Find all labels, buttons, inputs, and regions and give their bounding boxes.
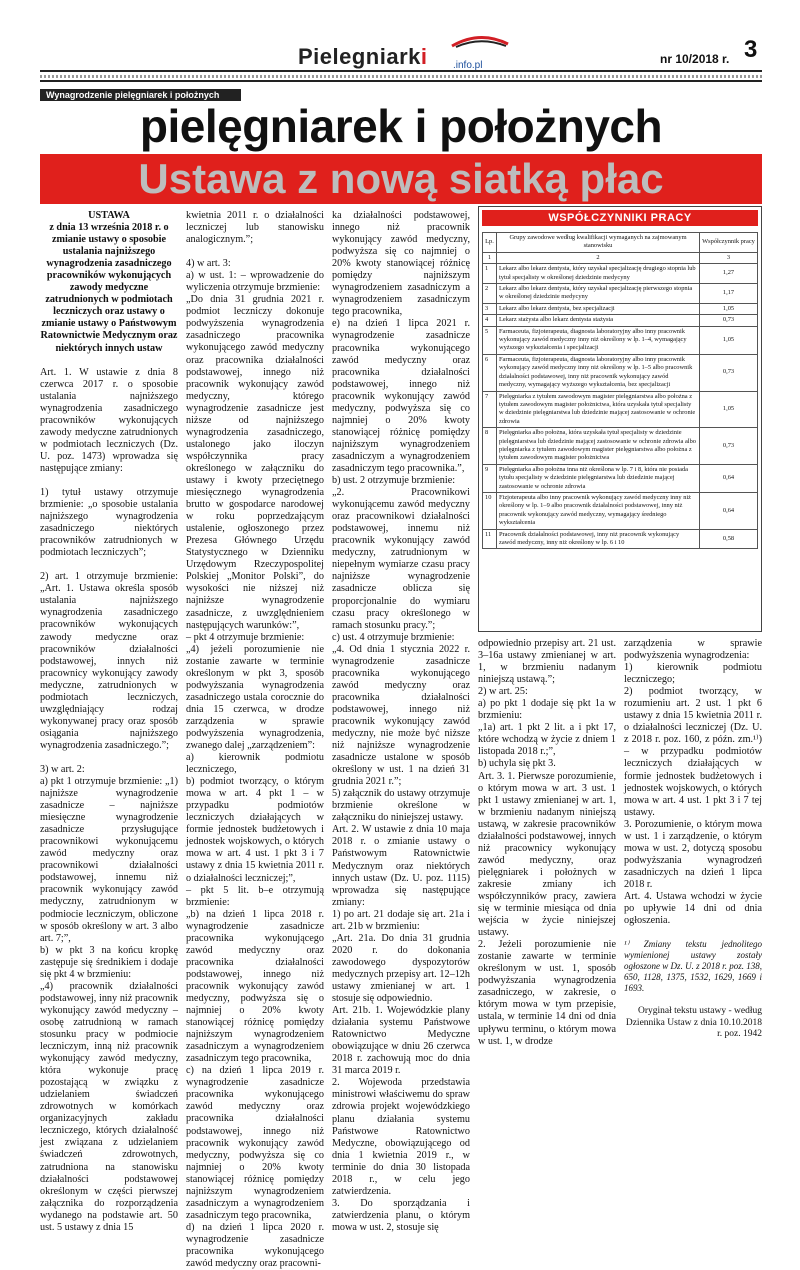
footnote: ¹⁾ Zmiany tekstu jednolitego wymienionej ustawy zostały ogłoszone w Dz. U. z 2018 r. poz. 138, 650, 1128, 1375, 1532, 1629, 1669 i 1693.: [624, 939, 762, 994]
paragraph: b) podmiot tworzący, o którym mowa w art. 4 pkt 1 – w przypadku podmiotów leczniczych działających w formie jednostek budżetowych i jednostek wojskowych, o których mowa w art. 4 ust. 1 pkt 3 i 7 ustawy z dnia 15 kwietnia 2011 r. o działalności leczniczej;”,: [186, 776, 324, 884]
table-cell-group: Lekarz albo lekarz dentysta, który uzyskał specjalizację drugiego stopnia lub tytuł specjalisty w określonej dziedzinie medycyny: [497, 264, 700, 284]
paragraph: „4) pracownik działalności podstawowej, inny niż pracownik wykonujący zawód medyczny – osobę zatrudnioną w ramach stosunku pracy w podmiocie leczniczym, inną niż pracownik wykonujący zawód medyczny, która wykonuje pracę pozostającą w związku z udzielaniem świadczeń zdrowotnych w komórkach organizacyjnych zakładu leczniczego, których działalność jest związana z udzielaniem świadczeń zdrowotnych, zatrudniona na stanowisku działalności podstawowej określonym w części pierwszej załącznika do rozporządzenia wydanego na podstawie art. 50 ust. 5 ustawy z dnia 15: [40, 980, 178, 1233]
table-cell-group: Lekarz albo lekarz dentysta, który uzyskał specjalizację pierwszego stopnia w określonej dziedzinie medycyny: [497, 284, 700, 304]
masthead-divider: [40, 70, 762, 82]
article-column-5: [624, 638, 762, 1040]
paragraph: „b) na dzień 1 lipca 2018 r. wynagrodzenie zasadnicze pracownika wykonującego zawód medyczny oraz pracownika działalności podstawowej, innego niż pracownik wykonujący zawód medyczny, podwyższa się o najmniej o 20% kwoty stanowiącej różnicę pomiędzy najniższym wynagrodzeniem zasadniczym a wynagrodzeniem zasadniczym tego pracownika,: [186, 908, 324, 1065]
paragraph: 3) w art. 2:: [40, 763, 85, 775]
table-cell-lp: 8: [483, 428, 497, 465]
table-row: [483, 428, 758, 465]
table-colnum: 3: [700, 252, 758, 263]
table-colnum: 1: [483, 252, 497, 263]
headline: pielęgniarek i położnych: [139, 100, 663, 152]
logo-domain: .info.pl: [453, 60, 483, 71]
table-cell-coefficient: 1,27: [700, 264, 758, 284]
table-row: [483, 391, 758, 428]
paragraph: b) w pkt 3 na końcu kropkę zastępuje się średnikiem i dodaje się pkt 4 w brzmieniu:: [40, 944, 178, 980]
table-cell-group: Fizjoterapeuta albo inny pracownik wykonujący zawód medyczny inny niż określony w lp. 1–9 albo pracownik działalności podstawowej, inny niż pracownik wykonujący zawód medyczny, wymagający średniego wykształcenia: [497, 492, 700, 529]
logo-accent-letter: i: [420, 44, 428, 69]
paragraph: a) po pkt 1 dodaje się pkt 1a w brzmieniu:: [478, 698, 616, 722]
paragraph: zarządzenia w sprawie podwyższenia wynagrodzenia:: [624, 638, 762, 662]
table-row: [483, 529, 758, 549]
table-cell-group: Lekarz stażysta albo lekarz dentysta stażysta: [497, 315, 700, 326]
masthead: [0, 0, 800, 86]
article-column-1: [40, 210, 178, 1233]
table-cell-coefficient: 0,73: [700, 315, 758, 326]
table-cell-coefficient: 0,64: [700, 464, 758, 492]
section-label: Wynagrodzenie pielęgniarek i położnych: [40, 89, 241, 101]
table-title: WSPÓŁCZYNNIKI PRACY: [482, 210, 758, 226]
paragraph: 3. Porozumienie, o którym mowa w ust. 1 i zarządzenie, o którym mowa w ust. 2, dotyczą sposobu podwyższania wynagrodzeń zasadniczych na dzień 1 lipca 2018 r.: [624, 818, 762, 890]
table-cell-group: Farmaceuta, fizjoterapeuta, diagnosta laboratoryjny albo inny pracownik wykonujący zawód medyczny inny niż określony w lp. 1–5 albo pracownik działalności podstawowej, inny niż pracownik wykonujący zawód medyczny, wymagający wyższego wykształcenia, bez specjalizacji: [497, 354, 700, 391]
paragraph: 3. Do sporządzania i zatwierdzenia planu, o którym mowa w ust. 2, stosuje się: [332, 1197, 470, 1233]
paragraph: 2) w art. 25:: [478, 686, 528, 698]
paragraph: 1) tytuł ustawy otrzymuje brzmienie: „o sposobie ustalania najniższego wynagrodzenia zasadniczego niektórych pracowników zatrudnionych w podmiotach leczniczych”;: [40, 486, 178, 559]
table-row: [483, 464, 758, 492]
table-cell-coefficient: 1,05: [700, 326, 758, 354]
table-row: [483, 326, 758, 354]
article-column-3: [332, 210, 470, 1233]
paragraph: – pkt 5 lit. b–e otrzymują brzmienie:: [186, 884, 324, 908]
table-row: [483, 284, 758, 304]
paragraph: 2. Wojewoda przedstawia ministrowi właściwemu do spraw zdrowia projekt wojewódzkiego planu działania systemu Państwowe Ratownictwo Medyczne, obowiązującego od dnia 1 kwietnia 2019 r., w terminie do dnia 30 listopada 2018 r., w celu jego zatwierdzenia.: [332, 1077, 470, 1197]
table-cell-lp: 7: [483, 391, 497, 428]
paragraph: c) ust. 4 otrzymuje brzmienie:: [332, 631, 455, 643]
table-row: [483, 492, 758, 529]
paragraph: ka działalności podstawowej, innego niż pracownik wykonujący zawód medyczny, podwyższa się co najmniej o 20% kwoty stanowiącej różnicę pomiędzy najniższym wynagrodzeniem zasadniczym a wynagrodzeniem zasadniczym tego pracownika,: [332, 210, 470, 318]
act-subtitle: z dnia 13 września 2018 r. o zmianie ustawy o sposobie ustalania najniższego wynagrodzenia zasadniczego pracowników wykonujących zawody medyczne zatrudnionych w podmiotach leczniczych oraz ustawy o zmianie ustawy o Państwowym Ratownictwie Medycznym oraz niektórych innych ustaw: [40, 222, 178, 354]
table-cell-lp: 4: [483, 315, 497, 326]
table-row: [483, 303, 758, 314]
paragraph: 4) w art. 3:: [186, 258, 231, 270]
site-logo[interactable]: [298, 44, 428, 70]
page-number: 3: [744, 36, 758, 63]
paragraph: a) pkt 1 otrzymuje brzmienie: „1) najniższe wynagrodzenie zasadnicze – najniższe miesięczne wynagrodzenie zasadnicze przysługujące pracownikowi wykonującemu zawód medyczny oraz pracownikowi działalności podstawowej, innemu niż pracownik wykonujący zawód medyczny, zatrudnionym w podmiocie leczniczym, obliczone w sposób określony w art. 3 albo art. 7;”,: [40, 776, 178, 944]
paragraph: c) na dzień 1 lipca 2019 r. wynagrodzenie zasadnicze pracownika wykonującego zawód medyczny oraz pracownika działalności podstawowej, innego niż pracownik wykonujący zawód medyczny, podwyższa się co najmniej o 20% kwoty stanowiącej różnicę pomiędzy najniższym wynagrodzeniem zasadniczym a wynagrodzeniem zasadniczym tego pracownika,: [186, 1065, 324, 1221]
logo-text: Pielegniarki: [298, 44, 428, 69]
article-column-2: [186, 210, 324, 1270]
table-cell-group: Pielęgniarka albo położna inna niż określona w lp. 7 i 8, która nie posiada tytułu specjalisty w dziedzinie pielęgniarstwa lub dziedzinie mającej zastosowanie w ochronie zdrowia: [497, 464, 700, 492]
paragraph: „Art. 21a. Do dnia 31 grudnia 2020 r. do dokonania zawodowego dyspozytorów medycznych przepisy art. 12–12h ustawy zmienianej w art. 1 stosuje się odpowiednio.: [332, 932, 470, 1005]
article-column-4: [478, 638, 616, 1047]
paragraph: 2. Jeżeli porozumienie nie zostanie zawarte w terminie określonym w ust. 1, sposób podwyższania wynagrodzenia zasadniczego, w zakresie, o którym mowa w tym przepisie, ustala, w terminie 14 dni od dnia upływu terminu, o którym mowa w ust. 1, w drodze: [478, 939, 616, 1047]
paragraph: Art. 21b. 1. Wojewódzkie plany działania systemu Państwowe Ratownictwo Medyczne obowiązujące w dniu 26 czerwca 2018 r. zachowują moc do dnia 31 marca 2019 r.: [332, 1005, 470, 1077]
table-cell-lp: 3: [483, 303, 497, 314]
table-header-lp: Lp.: [483, 233, 497, 253]
paragraph: b) ust. 2 otrzymuje brzmienie:: [332, 475, 456, 487]
table-row: [483, 264, 758, 284]
paragraph: Art. 3. 1. Pierwsze porozumienie, o którym mowa w art. 3 ust. 1 pkt 1 ustawy zmienianej w art. 1, w brzmieniu nadanym niniejszą ustawą, w zakresie pracowników działalności podstawowej, innych niż pracownicy wykonujący zawód medyczny, oraz pielęgniarek i położnych w zakresie zmiany ich współczynników pracy, zawiera się w terminie miesiąca od dnia wejścia w życie niniejszej ustawy.: [478, 770, 616, 939]
paragraph: Art. 1. W ustawie z dnia 8 czerwca 2017 r. o sposobie ustalania najniższego wynagrodzenia zasadniczego pracowników wykonujących zawody medyczne zatrudnionych w podmiotach leczniczych (Dz. U. poz. 1473) wprowadza się następujące zmiany:: [40, 366, 178, 474]
paragraph: „Do dnia 31 grudnia 2021 r. podmiot leczniczy dokonuje podwyższenia wynagrodzenia zasadniczego pracownika wykonującego zawód medyczny oraz pracownika działalności podstawowej, innego niż pracownik wykonujący zawód medyczny, którego wynagrodzenie zasadnicze jest niższe od najniższego wynagrodzenia zasadniczego, ustalonego jako iloczyn współczynnika pracy określonego w załączniku do ustawy i kwoty przeciętnego miesięcznego wynagrodzenia brutto w gospodarce narodowej w roku poprzedzającym ustalenie, ogłoszonego przez Prezesa Głównego Urzędu Statystycznego w Dzienniku Urzędowym Rzeczypospolitej Polskiej „Monitor Polski”, do wysokości nie niższej niż najniższe wynagrodzenie zasadnicze, z uwzględnieniem następujących warunków:”,: [186, 294, 324, 631]
paragraph: 1) kierownik podmiotu leczniczego;: [624, 662, 762, 686]
paragraph: 2) art. 1 otrzymuje brzmienie: „Art. 1. Ustawa określa sposób ustalania najniższego wynagrodzenia zasadniczego pracowników wykonujących zawody medyczne oraz pracowników działalności podstawowej, innych niż pracownicy wykonujący zawody medyczne, zatrudnionych w podmiotach leczniczych, uwzględniający rodzaj wykonywanej pracy oraz sposób osiągania najniższego wynagrodzenia zasadniczego.”;: [40, 571, 178, 751]
table-row: [483, 354, 758, 391]
table-cell-group: Pielęgniarka albo położna, która uzyskała tytuł specjalisty w dziedzinie pielęgniarstwa lub dziedzinie mającej zastosowanie w ochronie zdrowia albo pielęgniarka z tytułem zawodowym magister pielęgniarstwa albo położna z tytułem zawodowym magister położnictwa: [497, 428, 700, 465]
table-colnum-row: [483, 252, 758, 263]
paragraph: a) kierownik podmiotu leczniczego,: [186, 752, 324, 776]
subheadline: Ustawa z nową siatką płac: [138, 155, 664, 202]
table-cell-lp: 2: [483, 284, 497, 304]
paragraph: „4. Od dnia 1 stycznia 2022 r. wynagrodzenie zasadnicze pracownika wykonującego zawód medyczny oraz pracownika działalności podstawowej, innego niż pracownik wykonujący zawód medyczny, nie może być niższe niż najniższe wynagrodzenie zasadnicze ustalone w sposób określony w ust. 1 na dzień 31 grudnia 2021 r.”;: [332, 643, 470, 788]
table-header-coefficient: Współczynnik pracy: [700, 233, 758, 253]
table-cell-coefficient: 0,58: [700, 529, 758, 549]
paragraph: a) w ust. 1: – wprowadzenie do wyliczenia otrzymuje brzmienie:: [186, 270, 324, 294]
source-note: Oryginał tekstu ustawy - według Dziennika Ustaw z dnia 10.10.2018 r. poz. 1942: [625, 1006, 762, 1040]
paragraph: 5) załącznik do ustawy otrzymuje brzmienie określone w załączniku do niniejszej ustawy.: [332, 788, 470, 824]
issue-number: nr 10/2018 r.: [660, 52, 730, 66]
table-cell-coefficient: 1,17: [700, 284, 758, 304]
paragraph: odpowiednio przepisy art. 21 ust. 3–16a ustawy zmienianej w art. 1, w brzmieniu nadanym niniejszą ustawą.”;: [478, 638, 616, 686]
table-cell-coefficient: 0,73: [700, 354, 758, 391]
table-cell-group: Lekarz albo lekarz dentysta, bez specjalizacji: [497, 303, 700, 314]
paragraph: Art. 4. Ustawa wchodzi w życie po upływie 14 dni od dnia ogłoszenia.: [624, 890, 762, 927]
table-cell-coefficient: 0,64: [700, 492, 758, 529]
paragraph: „1a) art. 1 pkt 2 lit. a i pkt 17, które wchodzą w życie z dniem 1 listopada 2018 r.;”,: [478, 722, 616, 758]
table-cell-lp: 6: [483, 354, 497, 391]
table-colnum: 2: [497, 252, 700, 263]
table-header-group: Grupy zawodowe według kwalifikacji wymaganych na zajmowanym stanowisku: [497, 233, 700, 253]
table-cell-lp: 5: [483, 326, 497, 354]
table-cell-coefficient: 1,05: [700, 303, 758, 314]
paragraph: b) uchyla się pkt 3.: [478, 758, 556, 770]
coefficients-table: [482, 232, 758, 549]
table-cell-lp: 10: [483, 492, 497, 529]
act-title: USTAWA: [88, 210, 130, 221]
paragraph: 1) po art. 21 dodaje się art. 21a i art. 21b w brzmieniu:: [332, 908, 470, 932]
paragraph: Art. 2. W ustawie z dnia 10 maja 2018 r. o zmianie ustawy o Państwowym Ratownictwie Medycznym oraz niektórych innych ustaw (Dz. U. poz. 1115) wprowadza się następujące zmiany:: [332, 824, 470, 908]
paragraph: 2) podmiot tworzący, w rozumieniu art. 2 ust. 1 pkt 6 ustawy z dnia 15 kwietnia 2011 r. o działalności leczniczej (Dz. U. z 2018 r. poz. 160, z późn. zm.¹⁾) – w przypadku podmiotów leczniczych działających w formie jednostek budżetowych i jednostek wojskowych, o których mowa w art. 4 ust. 1 pkt 3 i 7 tej ustawy.: [624, 686, 762, 818]
table-header-row: [483, 233, 758, 253]
paragraph: „4) jeżeli porozumienie nie zostanie zawarte w terminie określonym w pkt 3, sposób podwyższania wynagrodzenia zasadniczego ustala corocznie do dnia 15 czerwca, w drodze zarządzenia w sprawie podwyższenia wynagrodzenia, zwanego dalej „zarządzeniem”:: [186, 643, 324, 752]
table-cell-group: Pielęgniarka z tytułem zawodowym magister pielęgniarstwa albo położna z tytułem zawodowym magister położnictwa, która uzyskała tytuł specjalisty w dziedzinie pielęgniarstwa lub dziedzinie mającej zastosowanie w ochronie zdrowia: [497, 391, 700, 428]
table-cell-coefficient: 0,73: [700, 428, 758, 465]
table-cell-coefficient: 1,05: [700, 391, 758, 428]
paragraph: d) na dzień 1 lipca 2020 r. wynagrodzenie zasadnicze pracownika wykonującego zawód medyczny oraz pracowni-: [186, 1221, 324, 1270]
logo-swoosh-icon: [450, 34, 510, 48]
paragraph: kwietnia 2011 r. o działalności leczniczej lub stanowisku analogicznym.”;: [186, 210, 324, 246]
paragraph: – pkt 4 otrzymuje brzmienie:: [186, 631, 305, 643]
table-cell-lp: 9: [483, 464, 497, 492]
paragraph: „2. Pracownikowi wykonującemu zawód medyczny oraz pracownikowi działalności podstawowej, innemu niż pracownik wykonujący zawód medyczny, zatrudnionym w niepełnym wymiarze czasu pracy najniższe wynagrodzenie zasadnicze oblicza się proporcjonalnie do wymiaru czasu pracy określonego w ramach stosunku pracy.”;: [332, 487, 470, 631]
table-cell-lp: 11: [483, 529, 497, 549]
table-cell-lp: 1: [483, 264, 497, 284]
table-cell-group: Pracownik działalności podstawowej, inny niż pracownik wykonujący zawód medyczny, inny niż określony w lp. 6 i 10: [497, 529, 700, 549]
paragraph: e) na dzień 1 lipca 2021 r. wynagrodzenie zasadnicze pracownika wykonującego zawód medyczny oraz pracownika działalności podstawowej, innego niż pracownik wykonujący zawód medyczny, podwyższa się co najmniej o 20% kwoty stanowiącej różnicę pomiędzy najniższym wynagrodzeniem zasadniczym a wynagrodzeniem zasadniczym tego pracownika.”,: [332, 318, 470, 474]
table-row: [483, 315, 758, 326]
table-cell-group: Farmaceuta, fizjoterapeuta, diagnosta laboratoryjny albo inny pracownik wykonujący zawód medyczny inny niż określony w lp. 1–4, wymagający wyższego wykształcenia i specjalizacji: [497, 326, 700, 354]
